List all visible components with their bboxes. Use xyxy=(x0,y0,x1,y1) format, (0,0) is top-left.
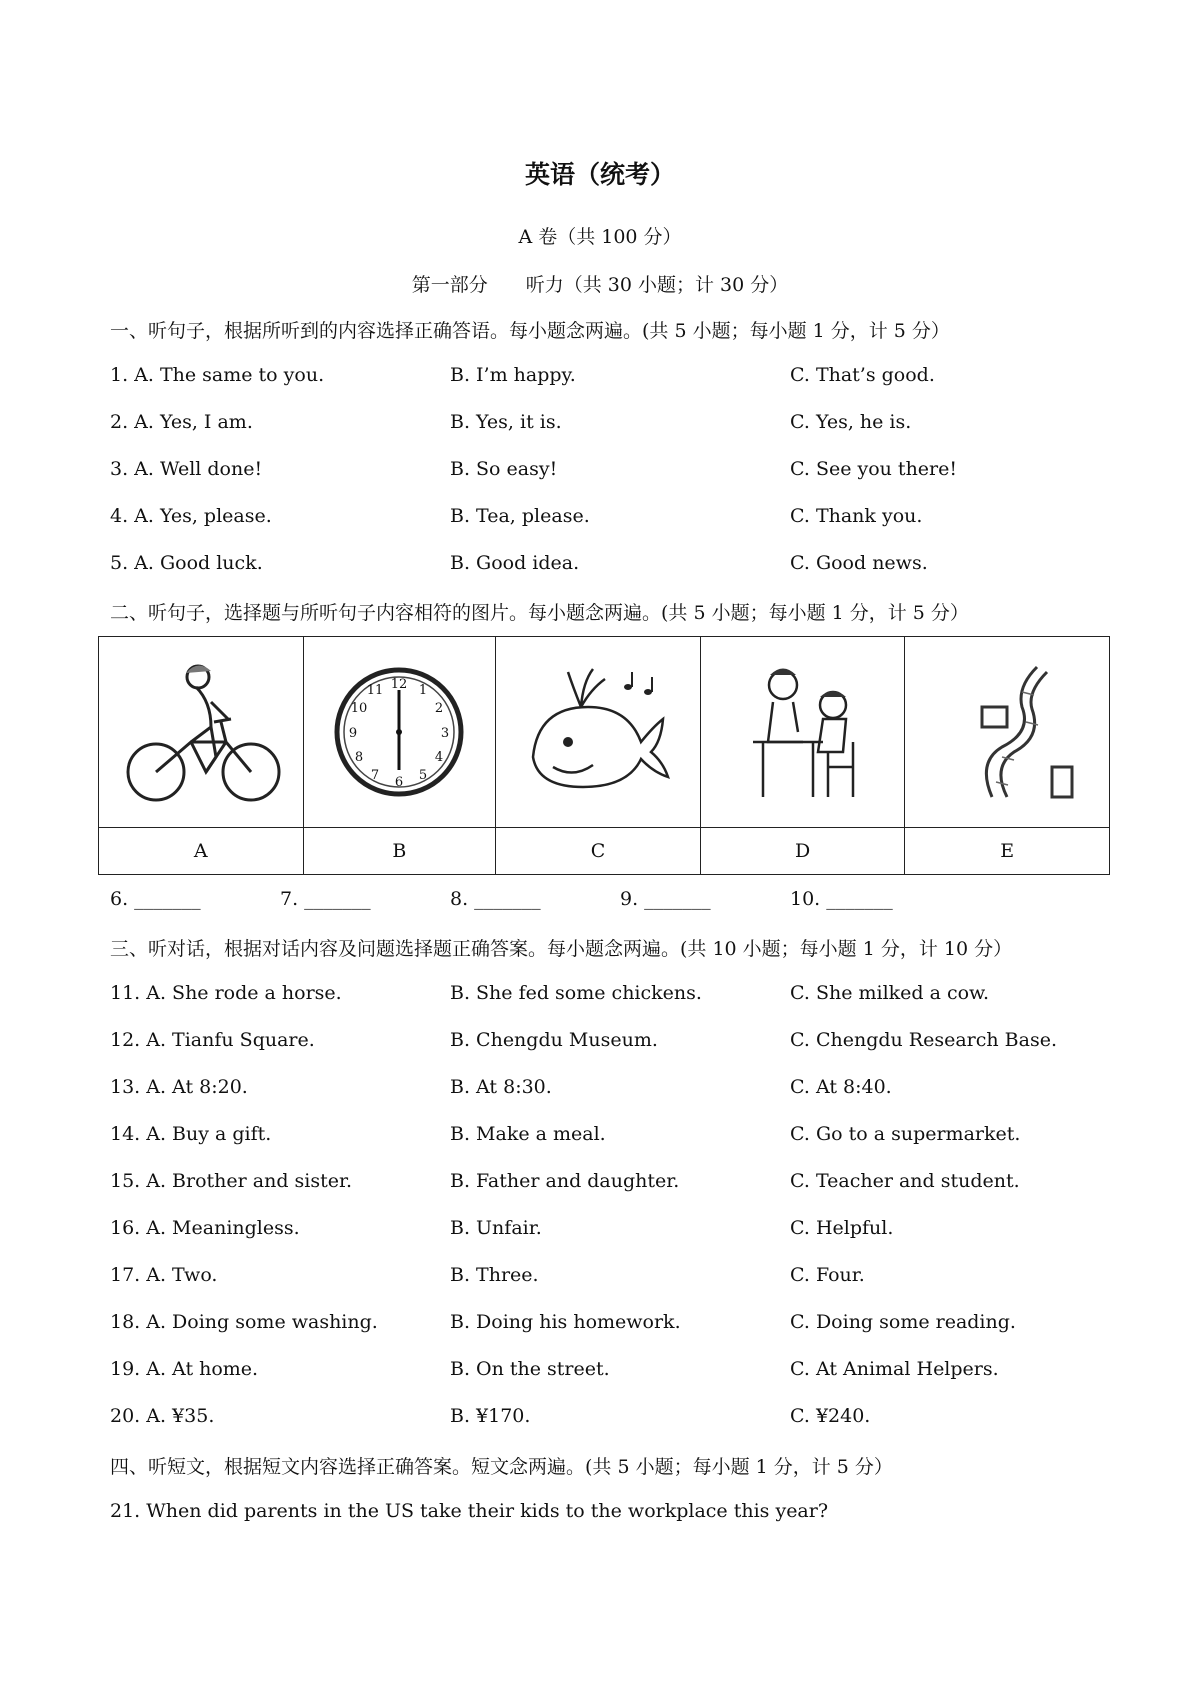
option-c[interactable]: C. Helpful. xyxy=(790,1217,894,1239)
svg-text:8: 8 xyxy=(355,750,364,765)
cyclist-icon xyxy=(116,647,286,817)
option-a[interactable]: 11. A. She rode a horse. xyxy=(110,982,342,1004)
option-c[interactable]: C. That’s good. xyxy=(790,364,935,386)
picture-cell[interactable] xyxy=(700,637,905,828)
answer-blank[interactable]: 6. _______ xyxy=(110,888,201,910)
section3-heading: 三、听对话，根据对话内容及问题选择题正确答案。每小题念两遍。(共 10 小题；每小题 1 分，计 10 分） xyxy=(110,938,1013,960)
svg-text:3: 3 xyxy=(441,726,450,741)
picture-label: D xyxy=(700,828,905,875)
picture-label: B xyxy=(303,828,496,875)
option-b[interactable]: B. At 8:30. xyxy=(450,1076,552,1098)
paper-a-subtitle: A 卷（共 100 分） xyxy=(518,226,682,248)
section2-heading: 二、听句子，选择题与所听句子内容相符的图片。每小题念两遍。(共 5 小题；每小题 1 分，计 5 分） xyxy=(110,602,969,624)
option-c[interactable]: C. ¥240. xyxy=(790,1405,871,1427)
answer-blank[interactable]: 7. _______ xyxy=(280,888,371,910)
option-b[interactable]: B. Father and daughter. xyxy=(450,1170,680,1192)
picture-cell[interactable] xyxy=(496,637,701,828)
answer-blank[interactable]: 9. _______ xyxy=(620,888,711,910)
option-a[interactable]: 17. A. Two. xyxy=(110,1264,218,1286)
option-b[interactable]: B. Tea, please. xyxy=(450,505,590,527)
option-a[interactable]: 14. A. Buy a gift. xyxy=(110,1123,272,1145)
option-a[interactable]: 19. A. At home. xyxy=(110,1358,259,1380)
option-a[interactable]: 13. A. At 8:20. xyxy=(110,1076,248,1098)
svg-text:2: 2 xyxy=(435,701,444,716)
option-c[interactable]: C. Go to a supermarket. xyxy=(790,1123,1021,1145)
option-b[interactable]: B. On the street. xyxy=(450,1358,610,1380)
option-b[interactable]: B. She fed some chickens. xyxy=(450,982,702,1004)
section4-heading: 四、听短文，根据短文内容选择正确答案。短文念两遍。(共 5 小题；每小题 1 分，计 5 分） xyxy=(110,1456,893,1478)
section1-heading: 一、听句子，根据所听到的内容选择正确答语。每小题念两遍。(共 5 小题；每小题 1 分，计 5 分） xyxy=(110,320,950,342)
answer-blank[interactable]: 8. _______ xyxy=(450,888,541,910)
option-a[interactable]: 5. A. Good luck. xyxy=(110,552,263,574)
svg-text:11: 11 xyxy=(367,683,384,698)
option-a[interactable]: 3. A. Well done! xyxy=(110,458,263,480)
picture-cell[interactable] xyxy=(905,637,1110,828)
option-b[interactable]: B. Doing his homework. xyxy=(450,1311,681,1333)
option-b[interactable]: B. Yes, it is. xyxy=(450,411,562,433)
students-studying-icon xyxy=(718,647,888,817)
option-c[interactable]: C. See you there! xyxy=(790,458,958,480)
whale-icon xyxy=(513,647,683,817)
svg-text:5: 5 xyxy=(419,768,428,783)
option-a[interactable]: 2. A. Yes, I am. xyxy=(110,411,253,433)
option-b[interactable]: B. Make a meal. xyxy=(450,1123,606,1145)
option-c[interactable]: C. Teacher and student. xyxy=(790,1170,1020,1192)
svg-text:4: 4 xyxy=(435,750,444,765)
option-b[interactable]: B. ¥170. xyxy=(450,1405,531,1427)
option-b[interactable]: B. So easy! xyxy=(450,458,558,480)
svg-text:12: 12 xyxy=(391,677,408,692)
option-c[interactable]: C. Chengdu Research Base. xyxy=(790,1029,1057,1051)
answer-blank[interactable]: 10. _______ xyxy=(790,888,893,910)
great-wall-icon xyxy=(922,647,1092,817)
picture-label: A xyxy=(99,828,304,875)
option-c[interactable]: C. At Animal Helpers. xyxy=(790,1358,999,1380)
option-c[interactable]: C. Doing some reading. xyxy=(790,1311,1016,1333)
svg-text:6: 6 xyxy=(395,775,404,790)
option-a[interactable]: 18. A. Doing some washing. xyxy=(110,1311,378,1333)
picture-label: E xyxy=(905,828,1110,875)
svg-text:10: 10 xyxy=(351,701,368,716)
option-c[interactable]: C. Thank you. xyxy=(790,505,923,527)
option-c[interactable]: C. At 8:40. xyxy=(790,1076,892,1098)
option-c[interactable]: C. She milked a cow. xyxy=(790,982,990,1004)
option-b[interactable]: B. Good idea. xyxy=(450,552,580,574)
option-a[interactable]: 20. A. ¥35. xyxy=(110,1405,215,1427)
part1-subtitle: 第一部分 听力（共 30 小题；计 30 分） xyxy=(411,274,789,296)
picture-table xyxy=(98,636,1110,875)
option-a[interactable]: 15. A. Brother and sister. xyxy=(110,1170,353,1192)
picture-label: C xyxy=(496,828,701,875)
option-a[interactable]: 1. A. The same to you. xyxy=(110,364,325,386)
option-b[interactable]: B. Chengdu Museum. xyxy=(450,1029,658,1051)
option-b[interactable]: B. Three. xyxy=(450,1264,539,1286)
page-title: 英语（统考） xyxy=(524,160,675,189)
option-b[interactable]: B. I’m happy. xyxy=(450,364,576,386)
option-c[interactable]: C. Four. xyxy=(790,1264,865,1286)
svg-text:1: 1 xyxy=(419,683,428,698)
option-a[interactable]: 16. A. Meaningless. xyxy=(110,1217,300,1239)
svg-text:7: 7 xyxy=(371,768,380,783)
svg-text:9: 9 xyxy=(349,726,358,741)
option-c[interactable]: C. Good news. xyxy=(790,552,928,574)
option-b[interactable]: B. Unfair. xyxy=(450,1217,542,1239)
picture-cell[interactable] xyxy=(303,637,496,828)
clock-icon xyxy=(319,652,479,812)
option-a[interactable]: 4. A. Yes, please. xyxy=(110,505,272,527)
option-a[interactable]: 12. A. Tianfu Square. xyxy=(110,1029,315,1051)
option-c[interactable]: C. Yes, he is. xyxy=(790,411,912,433)
picture-cell[interactable] xyxy=(99,637,304,828)
question-21: 21. When did parents in the US take their kids to the workplace this year? xyxy=(110,1500,829,1522)
